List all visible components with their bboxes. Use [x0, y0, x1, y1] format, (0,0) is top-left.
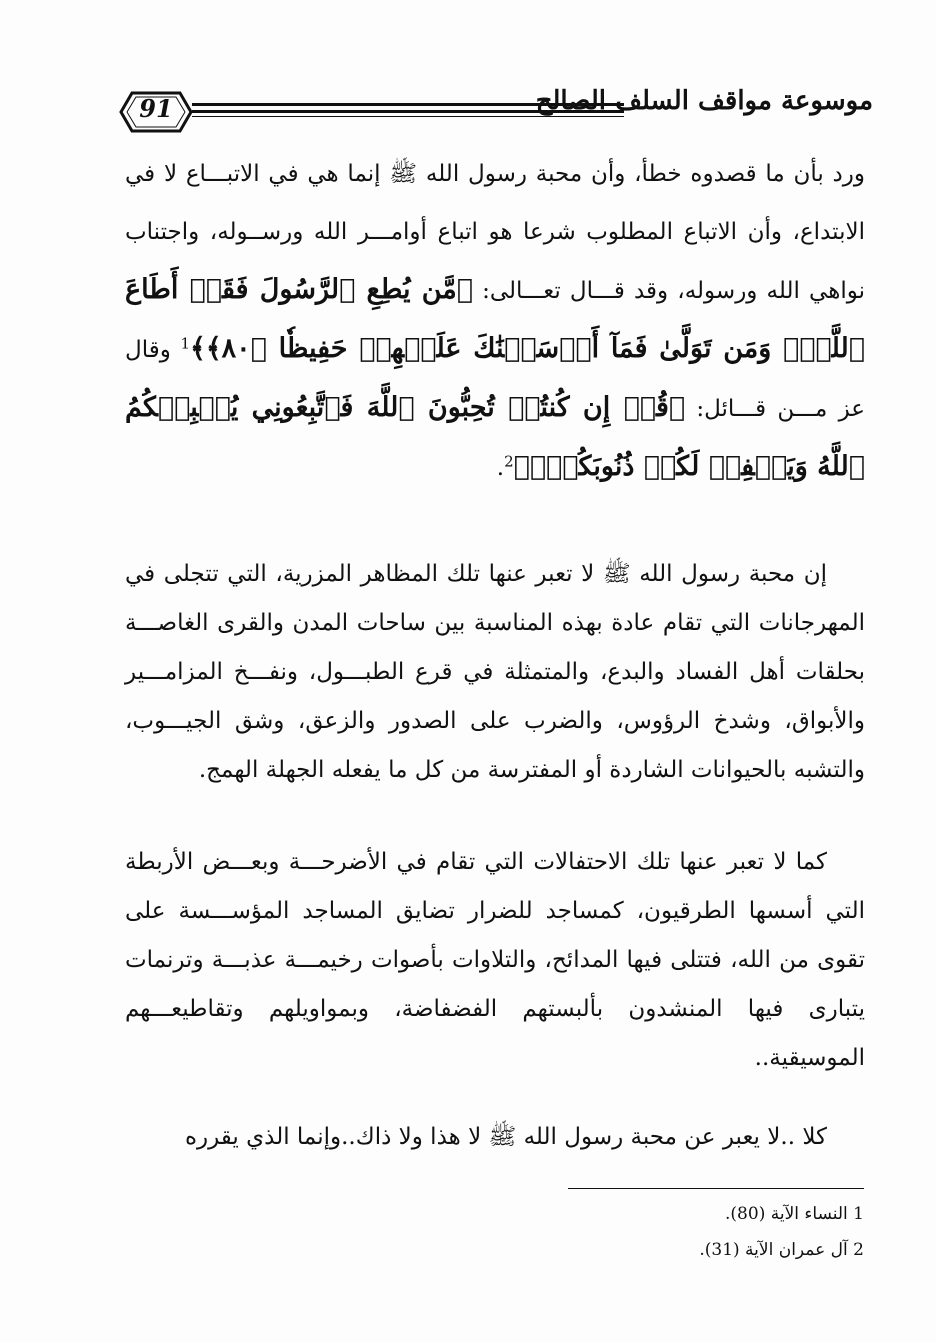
footnote-ref: 2 [504, 452, 514, 471]
footnotes [568, 1196, 864, 1268]
paragraph-end: . [496, 455, 505, 481]
quran-verse: ﴿مَّن يُطِعِ ٱلرَّسُولَ فَقَدۡ أَطَاعَ ٱللَّهَۖ وَمَن تَوَلَّىٰ فَمَآ أَرۡسَلۡنَٰكَ عَلَيۡهِمۡ حَفِيظٗا ﴿٨٠﴾﴾ [125, 274, 865, 364]
paragraph-text: وقال عز مـــن قـــائل: [125, 337, 865, 422]
book-title: موسوعة مواقف السلف الصالح [535, 86, 873, 116]
paragraph-quran-citation [125, 145, 865, 497]
footnote-divider [568, 1188, 864, 1189]
paragraph-text: ورد بأن ما قصدوه خطأ، وأن محبة رسول الله ﷺ إنما هي في الاتبـــاع لا في الابتداع، وأن الاتباع المطلوب شرعا هو اتباع أوامـــر الله ورســوله، واجتناب نواهي الله ورسوله، وقد قـــال تعـــالى: [125, 161, 866, 304]
paragraph: إن محبة رسول الله ﷺ لا تعبر عنها تلك المظاهر المزرية، التي تتجلى في المهرجانات التي تقام عادة بهذه المناسبة بين ساحات المدن والقرى الغاصـــة بحلقات أهل الفساد والبدع، والمتمثلة في قرع الطبـــول، ونفـــخ المزامـــير والأبواق، وشدخ الرؤوس، والضرب على الصدور والزعق، وشق الجيـــوب، والتشبه بالحيوانات الشاردة أو المفترسة من كل ما يفعله الجهلة الهمج. [125, 561, 865, 783]
footnote: 1 النساء الآية (80). [725, 1204, 864, 1224]
quran-verse: ﴿قُلۡ إِن كُنتُمۡ تُحِبُّونَ ٱللَّهَ فَٱتَّبِعُونِي يُحۡبِبۡكُمُ ٱللَّهُ وَيَغۡفِرۡ لَكُمۡ ذُنُوبَكُمۡۗ﴾ [125, 392, 865, 482]
footnote: 2 آل عمران الآية (31). [699, 1240, 864, 1260]
paragraph: كما لا تعبر عنها تلك الاحتفالات التي تقام في الأضرحـــة وبعـــض الأربطة التي أسسها الطرقيون، كمساجد للضرار تضايق المساجد المؤســـسة على تقوى من الله، فتتلى فيها المدائح، والتلاوات بأصوات رخيمـــة عذبـــة وترنمات يتبارى فيها المنشدون بألبستهم الفضفاضة، وبمواويلهم وتقاطيعـــهم الموسيقية.. [125, 849, 865, 1071]
page-number: 91 [139, 94, 173, 123]
page-header [118, 82, 873, 148]
page-number-badge [118, 90, 194, 134]
footnote-ref: 1 [180, 334, 191, 353]
paragraph: كلا ..لا يعبر عن محبة رسول الله ﷺ لا هذا ولا ذاك..وإنما الذي يقرره [184, 1124, 827, 1150]
